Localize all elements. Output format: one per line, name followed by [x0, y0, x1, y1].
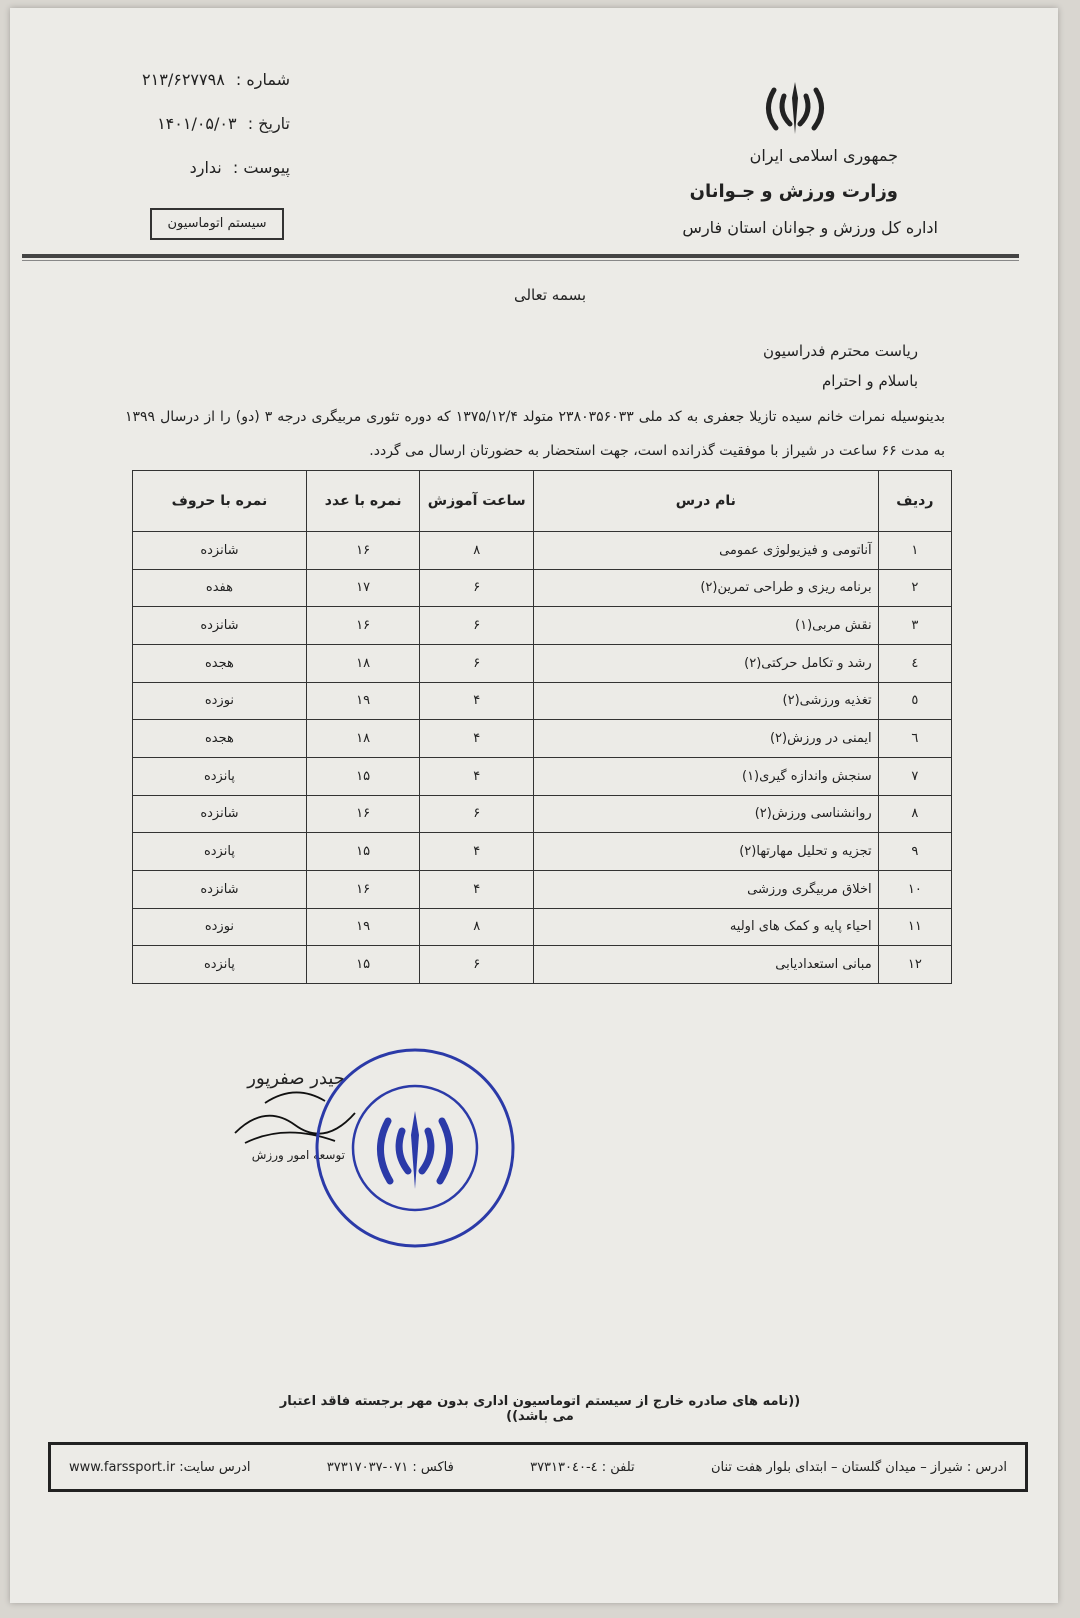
cell-grade-words: شانزده — [133, 532, 307, 570]
table-row — [133, 833, 952, 871]
organization-block — [642, 138, 938, 246]
cell-course: تغذیه ورزشی(۲) — [533, 682, 878, 720]
cell-row-number: ۲ — [878, 569, 951, 607]
cell-grade-number: ۱۶ — [306, 532, 420, 570]
cell-hours: ۶ — [420, 569, 534, 607]
cell-course: برنامه ریزی و طراحی تمرین(۲) — [533, 569, 878, 607]
cell-grade-words: شانزده — [133, 795, 307, 833]
cell-grade-words: هجده — [133, 720, 307, 758]
cell-grade-number: ۱۵ — [306, 946, 420, 984]
cell-course: ایمنی در ورزش(۲) — [533, 720, 878, 758]
cell-grade-words: پانزده — [133, 757, 307, 795]
letter-date — [90, 102, 290, 146]
cell-row-number: ۱۲ — [878, 946, 951, 984]
cell-row-number: ۱۱ — [878, 908, 951, 946]
cell-hours: ۴ — [420, 833, 534, 871]
letter-body-paragraph: بدینوسیله نمرات خانم سیده تازیلا جعفری به کد ملی ۲۳۸۰۳۵۶۰۳۳ متولد ۱۳۷۵/۱۲/۴ که دوره تئوری مربیگری درجه ۳ (دو) را از درسال ۱۳۹۹ به مدت ۶۶ ساعت در شیراز با موفقیت گذرانده است، جهت استحضار به حضورتان ارسال می گردد. — [125, 409, 945, 459]
cell-grade-words: پانزده — [133, 833, 307, 871]
cell-row-number: ٦ — [878, 720, 951, 758]
cell-hours: ۶ — [420, 644, 534, 682]
date-value: ۱۴۰۱/۰۵/۰۳ — [157, 114, 237, 133]
table-row — [133, 870, 952, 908]
letter-page — [10, 8, 1058, 1603]
cell-grade-number: ۱۹ — [306, 908, 420, 946]
cell-grade-number: ۱۵ — [306, 757, 420, 795]
cell-row-number: ۳ — [878, 607, 951, 645]
header-grade-words: نمره با حروف — [133, 471, 307, 532]
grades-table — [132, 470, 952, 984]
cell-grade-words: هفده — [133, 569, 307, 607]
cell-hours: ۸ — [420, 908, 534, 946]
table-row — [133, 720, 952, 758]
cell-grade-number: ۱۶ — [306, 795, 420, 833]
automation-system-box: سیستم اتوماسیون — [150, 208, 284, 240]
footer-site-label: ادرس سایت: — [179, 1459, 251, 1475]
cell-row-number: ٥ — [878, 682, 951, 720]
recipient: ریاست محترم فدراسیون — [763, 342, 918, 360]
cell-grade-words: شانزده — [133, 607, 307, 645]
cell-hours: ۴ — [420, 720, 534, 758]
cell-grade-words: نوزده — [133, 682, 307, 720]
table-row — [133, 757, 952, 795]
table-header-row — [133, 471, 952, 532]
signatory-name: حیدر صفرپور — [247, 1068, 345, 1089]
cell-course: تجزیه و تحلیل مهارتها(۲) — [533, 833, 878, 871]
cell-grade-number: ۱۷ — [306, 569, 420, 607]
footer-site-link[interactable]: www.farssport.ir — [69, 1459, 176, 1475]
table-row — [133, 607, 952, 645]
number-value: ۲۱۳/۶۲۷۷۹۸ — [142, 70, 225, 89]
cell-hours: ۴ — [420, 757, 534, 795]
cell-row-number: ۱ — [878, 532, 951, 570]
cell-hours: ۶ — [420, 946, 534, 984]
cell-course: سنجش واندازه گیری(۱) — [533, 757, 878, 795]
cell-row-number: ۸ — [878, 795, 951, 833]
cell-grade-number: ۱۶ — [306, 607, 420, 645]
table-row — [133, 682, 952, 720]
letter-meta — [90, 58, 290, 190]
org-ministry: وزارت ورزش و جـوانان — [689, 181, 898, 202]
number-label: شماره : — [235, 70, 290, 89]
footer-address: ادرس : شیراز – میدان گلستان – ابتدای بلوار هفت تنان — [710, 1459, 1007, 1475]
iran-emblem-icon — [760, 78, 830, 138]
table-row — [133, 569, 952, 607]
cell-row-number: ۷ — [878, 757, 951, 795]
grades-table-body — [133, 532, 952, 984]
cell-hours: ۶ — [420, 795, 534, 833]
cell-grade-number: ۱۵ — [306, 833, 420, 871]
cell-row-number: ٤ — [878, 644, 951, 682]
table-row — [133, 946, 952, 984]
org-country: جمهوری اسلامی ایران — [749, 146, 898, 165]
date-label: تاریخ : — [247, 114, 290, 133]
signatory-title: توسعه امور ورزش — [251, 1148, 345, 1162]
org-department: اداره کل ورزش و جوانان استان فارس — [682, 218, 938, 237]
letter-number — [90, 58, 290, 102]
table-row — [133, 532, 952, 570]
cell-hours: ۴ — [420, 870, 534, 908]
cell-row-number: ۱۰ — [878, 870, 951, 908]
footer-site — [69, 1460, 250, 1475]
header-hours: ساعت آموزش — [420, 471, 534, 532]
cell-course: نقش مربی(۱) — [533, 607, 878, 645]
cell-hours: ۶ — [420, 607, 534, 645]
cell-hours: ۸ — [420, 532, 534, 570]
cell-grade-words: هجده — [133, 644, 307, 682]
header-row-number: ردیف — [878, 471, 951, 532]
attach-value: ندارد — [189, 158, 222, 177]
table-row — [133, 908, 952, 946]
cell-course: مبانی استعدادیابی — [533, 946, 878, 984]
footer-contact-box — [48, 1442, 1028, 1492]
cell-grade-words: پانزده — [133, 946, 307, 984]
cell-grade-number: ۱۸ — [306, 720, 420, 758]
header-course: نام درس — [533, 471, 878, 532]
attach-label: پیوست : — [232, 158, 290, 177]
cell-grade-number: ۱۶ — [306, 870, 420, 908]
cell-course: آناتومی و فیزیولوژی عمومی — [533, 532, 878, 570]
cell-course: اخلاق مربیگری ورزشی — [533, 870, 878, 908]
cell-course: روانشناسی ورزش(۲) — [533, 795, 878, 833]
cell-grade-words: نوزده — [133, 908, 307, 946]
cell-hours: ۴ — [420, 682, 534, 720]
header-divider — [22, 254, 1019, 258]
cell-row-number: ۹ — [878, 833, 951, 871]
header-divider-thin — [22, 260, 1019, 261]
header-grade-number: نمره با عدد — [306, 471, 420, 532]
greeting — [763, 336, 918, 396]
salutation: باسلام و احترام — [821, 372, 918, 390]
table-row — [133, 644, 952, 682]
footer-phone: تلفن : ٤-۳۷۳۱۳۰٤۰ — [530, 1459, 635, 1475]
table-row — [133, 795, 952, 833]
footer-fax: فاکس : ۰۷۱-۳۷۳۱۷۰۳۷ — [326, 1459, 454, 1475]
cell-course: احیاء پایه و کمک های اولیه — [533, 908, 878, 946]
bismillah: بسمه تعالی — [513, 286, 587, 304]
letter-attachment — [90, 146, 290, 190]
cell-grade-number: ۱۸ — [306, 644, 420, 682]
official-stamp — [310, 1043, 520, 1253]
cell-grade-number: ۱۹ — [306, 682, 420, 720]
footer-note: ((نامه های صادره خارج از سیستم اتوماسیون اداری بدون مهر برجسته فاقد اعتبار می باشد)) — [279, 1394, 801, 1424]
cell-grade-words: شانزده — [133, 870, 307, 908]
cell-course: رشد و تکامل حرکتی(۲) — [533, 644, 878, 682]
